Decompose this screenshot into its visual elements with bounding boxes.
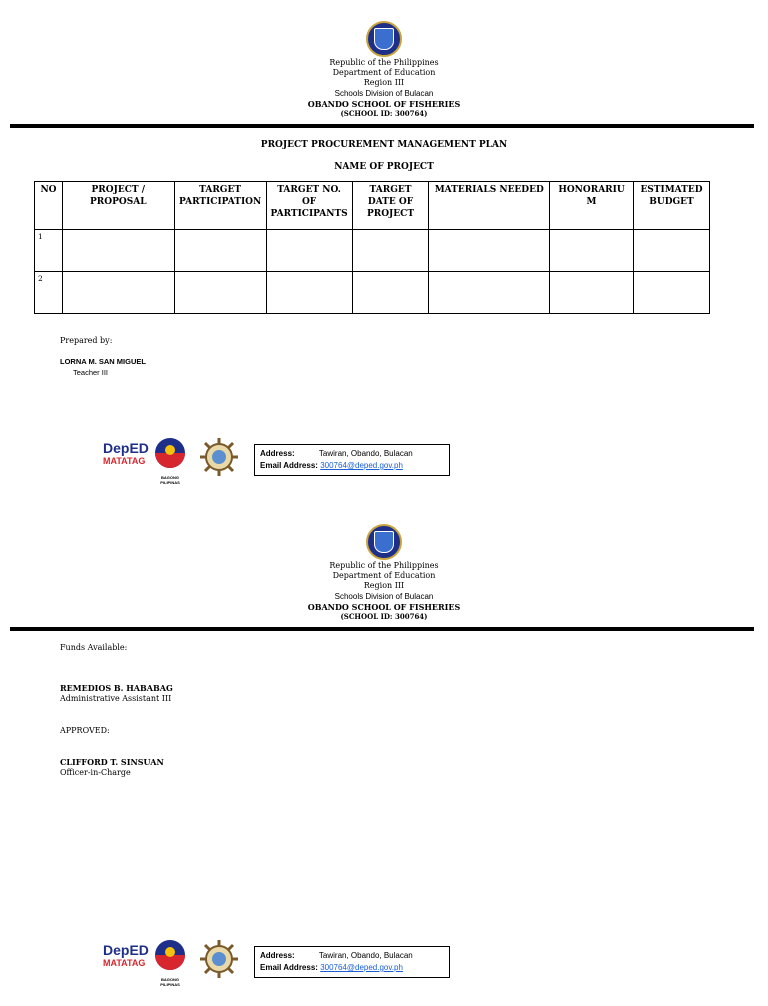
approver-position: Officer-in-Charge bbox=[60, 768, 131, 777]
ship-wheel-icon bbox=[199, 939, 239, 979]
header-division: Schools Division of Bulacan bbox=[334, 592, 434, 601]
row-number: 2 bbox=[35, 272, 63, 314]
header-department: Department of Education bbox=[332, 68, 436, 77]
header-school-id: (SCHOOL ID: 300764) bbox=[340, 612, 428, 621]
table-cell bbox=[266, 272, 352, 314]
bagong-pilipinas-logo: BAGONG PILIPINAS bbox=[151, 939, 189, 979]
address-value: Tawiran, Obando, Bulacan bbox=[318, 951, 413, 960]
email-link[interactable]: 300764@deped.gov.ph bbox=[320, 461, 403, 470]
header-division: Schools Division of Bulacan bbox=[334, 89, 434, 98]
table-cell bbox=[174, 272, 266, 314]
header-school: OBANDO SCHOOL OF FISHERIES bbox=[307, 99, 461, 109]
table-header-row bbox=[35, 182, 710, 230]
header-school-id: (SCHOOL ID: 300764) bbox=[340, 109, 428, 118]
prepared-by-name: LORNA M. SAN MIGUEL bbox=[60, 357, 146, 366]
deped-seal-icon bbox=[366, 21, 402, 57]
col-header-project: PROJECT / PROPOSAL bbox=[62, 182, 174, 230]
email-label: Email Address: bbox=[260, 963, 318, 972]
table-cell bbox=[352, 230, 429, 272]
school-helm-logo bbox=[199, 939, 239, 979]
header-region: Region III bbox=[363, 581, 405, 590]
header-divider bbox=[10, 627, 754, 631]
table-cell bbox=[174, 230, 266, 272]
deped-matatag-logo: DepED MATATAG bbox=[103, 440, 149, 466]
col-header-budget: ESTIMATED BUDGET bbox=[633, 182, 709, 230]
bagong-pilipinas-icon bbox=[151, 437, 189, 471]
table-cell bbox=[633, 272, 709, 314]
table-cell bbox=[62, 272, 174, 314]
table-cell bbox=[352, 272, 429, 314]
email-link[interactable]: 300764@deped.gov.ph bbox=[320, 963, 403, 972]
col-header-participants: TARGET NO. OF PARTICIPANTS bbox=[266, 182, 352, 230]
table-cell bbox=[429, 272, 550, 314]
deped-matatag-logo: DepED MATATAG bbox=[103, 942, 149, 968]
prepared-by-label: Prepared by: bbox=[60, 336, 113, 345]
funds-signatory-position: Administrative Assistant III bbox=[60, 694, 172, 703]
contact-box bbox=[254, 444, 450, 476]
procurement-table bbox=[34, 181, 710, 314]
email-label: Email Address: bbox=[260, 461, 318, 470]
address-value: Tawiran, Obando, Bulacan bbox=[318, 449, 413, 458]
address-label: Address: bbox=[260, 449, 295, 458]
bagong-pilipinas-icon bbox=[151, 939, 189, 973]
table-row bbox=[35, 230, 710, 272]
document-title: PROJECT PROCUREMENT MANAGEMENT PLAN bbox=[260, 140, 508, 150]
funds-available-label: Funds Available: bbox=[60, 643, 128, 652]
header-republic: Republic of the Philippines bbox=[329, 561, 439, 570]
project-name: NAME OF PROJECT bbox=[334, 162, 434, 172]
contact-box bbox=[254, 946, 450, 978]
table-row bbox=[35, 272, 710, 314]
header-republic: Republic of the Philippines bbox=[329, 58, 439, 67]
ship-wheel-icon bbox=[199, 437, 239, 477]
table-cell bbox=[62, 230, 174, 272]
prepared-by-position: Teacher III bbox=[73, 368, 109, 377]
header-school: OBANDO SCHOOL OF FISHERIES bbox=[307, 602, 461, 612]
header-department: Department of Education bbox=[332, 571, 436, 580]
school-helm-logo bbox=[199, 437, 239, 477]
col-header-no: NO bbox=[35, 182, 63, 230]
header-divider bbox=[10, 124, 754, 128]
header-region: Region III bbox=[363, 78, 405, 87]
address-label: Address: bbox=[260, 951, 295, 960]
bagong-pilipinas-logo: BAGONG PILIPINAS bbox=[151, 437, 189, 477]
col-header-date: TARGET DATE OF PROJECT bbox=[352, 182, 429, 230]
funds-signatory-name: REMEDIOS B. HABABAG bbox=[60, 683, 173, 693]
row-number: 1 bbox=[35, 230, 63, 272]
table-cell bbox=[429, 230, 550, 272]
col-header-honorarium: HONORARIU M bbox=[550, 182, 634, 230]
col-header-participation: TARGET PARTICIPATION bbox=[174, 182, 266, 230]
approver-name: CLIFFORD T. SINSUAN bbox=[60, 757, 164, 767]
table-cell bbox=[266, 230, 352, 272]
table-cell bbox=[550, 272, 634, 314]
col-header-materials: MATERIALS NEEDED bbox=[429, 182, 550, 230]
approved-label: APPROVED: bbox=[60, 726, 110, 735]
table-cell bbox=[633, 230, 709, 272]
deped-seal-icon bbox=[366, 524, 402, 560]
table-cell bbox=[550, 230, 634, 272]
